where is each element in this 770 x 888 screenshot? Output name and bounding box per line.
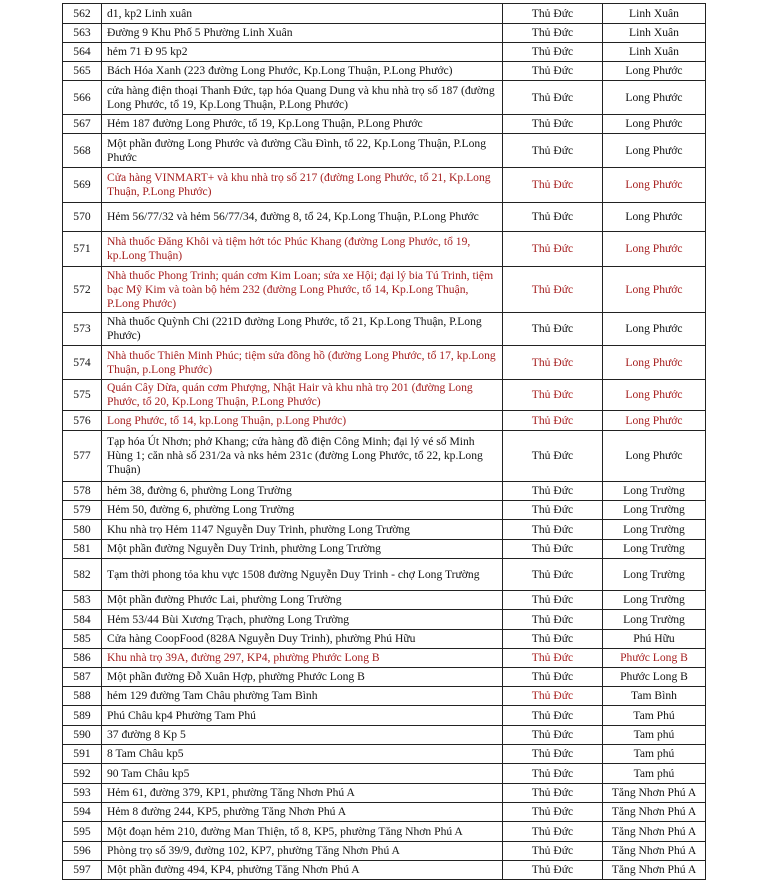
district-cell: Thủ Đức xyxy=(503,784,603,803)
row-number-cell: 596 xyxy=(63,842,102,861)
district-cell: Thủ Đức xyxy=(503,687,603,706)
row-number-cell: 574 xyxy=(63,346,102,380)
address-cell: Đường 9 Khu Phố 5 Phường Linh Xuân xyxy=(102,24,503,43)
table-row xyxy=(63,822,706,842)
ward-cell: Tăng Nhơn Phú A xyxy=(603,822,706,842)
address-cell: Khu nhà trọ Hẻm 1147 Nguyễn Duy Trinh, phường Long Trường xyxy=(102,520,503,540)
row-number-cell: 566 xyxy=(63,81,102,115)
row-number-cell: 582 xyxy=(63,559,102,591)
address-cell: Một đoạn hẻm 210, đường Man Thiện, tổ 8, KP5, phường Tăng Nhơn Phú A xyxy=(102,822,503,842)
district-cell: Thủ Đức xyxy=(503,706,603,726)
row-number-cell: 575 xyxy=(63,380,102,411)
address-cell: Long Phước, tổ 14, kp.Long Thuận, p.Long Phước) xyxy=(102,411,503,431)
district-cell: Thủ Đức xyxy=(503,764,603,784)
district-cell: Thủ Đức xyxy=(503,591,603,610)
address-cell: Cửa hàng CoopFood (828A Nguyễn Duy Trinh), phường Phú Hữu xyxy=(102,630,503,649)
district-cell: Thủ Đức xyxy=(503,668,603,687)
district-cell: Thủ Đức xyxy=(503,380,603,411)
table-row xyxy=(63,115,706,134)
row-number-cell: 594 xyxy=(63,803,102,822)
row-number-cell: 583 xyxy=(63,591,102,610)
row-number-cell: 577 xyxy=(63,431,102,482)
table-row xyxy=(63,610,706,630)
district-cell: Thủ Đức xyxy=(503,168,603,203)
ward-cell: Long Trường xyxy=(603,540,706,559)
ward-cell: Tăng Nhơn Phú A xyxy=(603,784,706,803)
district-cell: Thủ Đức xyxy=(503,501,603,520)
address-cell: Nhà thuốc Đăng Khôi và tiệm hớt tóc Phúc Khang (đường Long Phước, tổ 19, kp.Long Thuận) xyxy=(102,232,503,267)
table-row xyxy=(63,24,706,43)
table-row xyxy=(63,346,706,380)
ward-cell: Long Trường xyxy=(603,482,706,501)
table-row xyxy=(63,380,706,411)
ward-cell: Long Phước xyxy=(603,411,706,431)
district-cell: Thủ Đức xyxy=(503,4,603,24)
ward-cell: Long Phước xyxy=(603,431,706,482)
address-cell: cửa hàng điện thoại Thanh Đức, tạp hóa Quang Dung và khu nhà trọ số 187 (đường Long Phước, tổ 19, Kp.Long Thuận, P.Long Phước) xyxy=(102,81,503,115)
ward-cell: Long Phước xyxy=(603,313,706,346)
table-row xyxy=(63,62,706,81)
table-row xyxy=(63,4,706,24)
locations-table-body xyxy=(63,4,706,880)
table-row xyxy=(63,203,706,232)
district-cell: Thủ Đức xyxy=(503,267,603,313)
ward-cell: Long Phước xyxy=(603,380,706,411)
table-row xyxy=(63,267,706,313)
table-row xyxy=(63,726,706,745)
table-row xyxy=(63,803,706,822)
district-cell: Thủ Đức xyxy=(503,43,603,62)
address-cell: Hẻm 61, đường 379, KP1, phường Tăng Nhơn Phú A xyxy=(102,784,503,803)
row-number-cell: 580 xyxy=(63,520,102,540)
address-cell: 37 đường 8 Kp 5 xyxy=(102,726,503,745)
address-cell: Nhà thuốc Phong Trinh; quán cơm Kim Loan; sửa xe Hội; đại lý bia Tú Trinh, tiệm bạc Mỹ Kim và toàn bộ hẻm 232 (đường Long Phước, tổ 14, Kp.Long Thuận, P.Long Phước) xyxy=(102,267,503,313)
ward-cell: Long Phước xyxy=(603,203,706,232)
ward-cell: Tam phú xyxy=(603,764,706,784)
ward-cell: Long Phước xyxy=(603,267,706,313)
address-cell: Một phần đường Nguyễn Duy Trinh, phường Long Trường xyxy=(102,540,503,559)
row-number-cell: 586 xyxy=(63,649,102,668)
row-number-cell: 584 xyxy=(63,610,102,630)
ward-cell: Long Phước xyxy=(603,115,706,134)
address-cell: Hẻm 8 đường 244, KP5, phường Tăng Nhơn Phú A xyxy=(102,803,503,822)
table-row xyxy=(63,706,706,726)
address-cell: Một phần đường Phước Lai, phường Long Trường xyxy=(102,591,503,610)
ward-cell: Phước Long B xyxy=(603,649,706,668)
district-cell: Thủ Đức xyxy=(503,346,603,380)
ward-cell: Long Trường xyxy=(603,520,706,540)
row-number-cell: 595 xyxy=(63,822,102,842)
table-row xyxy=(63,630,706,649)
district-cell: Thủ Đức xyxy=(503,745,603,764)
row-number-cell: 592 xyxy=(63,764,102,784)
ward-cell: Phước Long B xyxy=(603,668,706,687)
address-cell: 8 Tam Châu kp5 xyxy=(102,745,503,764)
address-cell: Quán Cây Dừa, quán cơm Phượng, Nhật Hair và khu nhà trọ 201 (đường Long Phước, tổ 20, Kp.Long Thuận, P.Long Phước) xyxy=(102,380,503,411)
ward-cell: Long Trường xyxy=(603,501,706,520)
district-cell: Thủ Đức xyxy=(503,649,603,668)
row-number-cell: 563 xyxy=(63,24,102,43)
table-row xyxy=(63,134,706,168)
ward-cell: Tăng Nhơn Phú A xyxy=(603,803,706,822)
row-number-cell: 581 xyxy=(63,540,102,559)
ward-cell: Phú Hữu xyxy=(603,630,706,649)
table-row xyxy=(63,668,706,687)
row-number-cell: 569 xyxy=(63,168,102,203)
table-row xyxy=(63,559,706,591)
ward-cell: Tam Bình xyxy=(603,687,706,706)
row-number-cell: 588 xyxy=(63,687,102,706)
address-cell: 90 Tam Châu kp5 xyxy=(102,764,503,784)
table-row xyxy=(63,520,706,540)
ward-cell: Tam Phú xyxy=(603,706,706,726)
table-row xyxy=(63,168,706,203)
district-cell: Thủ Đức xyxy=(503,726,603,745)
address-cell: Hẻm 50, đường 6, phường Long Trường xyxy=(102,501,503,520)
table-row xyxy=(63,649,706,668)
row-number-cell: 562 xyxy=(63,4,102,24)
address-cell: Phú Châu kp4 Phường Tam Phú xyxy=(102,706,503,726)
district-cell: Thủ Đức xyxy=(503,115,603,134)
table-row xyxy=(63,842,706,861)
district-cell: Thủ Đức xyxy=(503,81,603,115)
table-row xyxy=(63,313,706,346)
table-row xyxy=(63,81,706,115)
ward-cell: Tam phú xyxy=(603,745,706,764)
row-number-cell: 576 xyxy=(63,411,102,431)
address-cell: hẻm 71 Đ 95 kp2 xyxy=(102,43,503,62)
address-cell: Tạp hóa Út Nhơn; phở Khang; cửa hàng đồ điện Công Minh; đại lý vé số Minh Hùng 1; căn nhà số 231/2a và nks hẻm 231c (đường Long Phước, tổ 22, kp.Long Thuận) xyxy=(102,431,503,482)
address-cell: Cửa hàng VINMART+ và khu nhà trọ số 217 (đường Long Phước, tổ 21, Kp.Long Thuận, P.Long Phước) xyxy=(102,168,503,203)
table-row xyxy=(63,745,706,764)
address-cell: Nhà thuốc Thiên Minh Phúc; tiệm sửa đồng hồ (đường Long Phước, tổ 17, kp.Long Thuận, p.Long Phước) xyxy=(102,346,503,380)
district-cell: Thủ Đức xyxy=(503,62,603,81)
address-cell: Tạm thời phong tỏa khu vực 1508 đường Nguyễn Duy Trinh - chợ Long Trường xyxy=(102,559,503,591)
ward-cell: Long Phước xyxy=(603,168,706,203)
address-cell: Khu nhà trọ 39A, đường 297, KP4, phường Phước Long B xyxy=(102,649,503,668)
district-cell: Thủ Đức xyxy=(503,431,603,482)
table-row xyxy=(63,591,706,610)
ward-cell: Long Trường xyxy=(603,610,706,630)
row-number-cell: 571 xyxy=(63,232,102,267)
address-cell: Hẻm 53/44 Bùi Xương Trạch, phường Long Trường xyxy=(102,610,503,630)
district-cell: Thủ Đức xyxy=(503,822,603,842)
table-row xyxy=(63,431,706,482)
district-cell: Thủ Đức xyxy=(503,520,603,540)
ward-cell: Tăng Nhơn Phú A xyxy=(603,861,706,880)
address-cell: d1, kp2 Linh xuân xyxy=(102,4,503,24)
address-cell: Hẻm 187 đường Long Phước, tổ 19, Kp.Long Thuận, P.Long Phước xyxy=(102,115,503,134)
address-cell: Một phần đường Long Phước và đường Cầu Đình, tổ 22, Kp.Long Thuận, P.Long Phước xyxy=(102,134,503,168)
district-cell: Thủ Đức xyxy=(503,232,603,267)
district-cell: Thủ Đức xyxy=(503,610,603,630)
row-number-cell: 587 xyxy=(63,668,102,687)
ward-cell: Long Trường xyxy=(603,591,706,610)
ward-cell: Long Trường xyxy=(603,559,706,591)
ward-cell: Tam phú xyxy=(603,726,706,745)
address-cell: Một phần đường 494, KP4, phường Tăng Nhơn Phú A xyxy=(102,861,503,880)
row-number-cell: 589 xyxy=(63,706,102,726)
table-row xyxy=(63,687,706,706)
district-cell: Thủ Đức xyxy=(503,203,603,232)
row-number-cell: 593 xyxy=(63,784,102,803)
district-cell: Thủ Đức xyxy=(503,803,603,822)
locations-table xyxy=(62,3,706,880)
address-cell: hẻm 38, đường 6, phường Long Trường xyxy=(102,482,503,501)
row-number-cell: 565 xyxy=(63,62,102,81)
table-row xyxy=(63,411,706,431)
address-cell: hẻm 129 đường Tam Châu phường Tam Bình xyxy=(102,687,503,706)
row-number-cell: 597 xyxy=(63,861,102,880)
table-row xyxy=(63,43,706,62)
address-cell: Một phần đường Đỗ Xuân Hợp, phường Phước Long B xyxy=(102,668,503,687)
row-number-cell: 579 xyxy=(63,501,102,520)
table-row xyxy=(63,861,706,880)
table-row xyxy=(63,764,706,784)
row-number-cell: 578 xyxy=(63,482,102,501)
district-cell: Thủ Đức xyxy=(503,482,603,501)
ward-cell: Long Phước xyxy=(603,346,706,380)
address-cell: Phòng trọ số 39/9, đường 102, KP7, phường Tăng Nhơn Phú A xyxy=(102,842,503,861)
address-cell: Nhà thuốc Quỳnh Chi (221D đường Long Phước, tổ 21, Kp.Long Thuận, P.Long Phước) xyxy=(102,313,503,346)
row-number-cell: 570 xyxy=(63,203,102,232)
row-number-cell: 567 xyxy=(63,115,102,134)
table-row xyxy=(63,232,706,267)
row-number-cell: 572 xyxy=(63,267,102,313)
district-cell: Thủ Đức xyxy=(503,24,603,43)
ward-cell: Linh Xuân xyxy=(603,43,706,62)
address-cell: Bách Hóa Xanh (223 đường Long Phước, Kp.Long Thuận, P.Long Phước) xyxy=(102,62,503,81)
district-cell: Thủ Đức xyxy=(503,559,603,591)
ward-cell: Long Phước xyxy=(603,134,706,168)
ward-cell: Linh Xuân xyxy=(603,24,706,43)
address-cell: Hẻm 56/77/32 và hẻm 56/77/34, đường 8, tổ 24, Kp.Long Thuận, P.Long Phước xyxy=(102,203,503,232)
district-cell: Thủ Đức xyxy=(503,411,603,431)
table-row xyxy=(63,784,706,803)
district-cell: Thủ Đức xyxy=(503,861,603,880)
district-cell: Thủ Đức xyxy=(503,313,603,346)
row-number-cell: 573 xyxy=(63,313,102,346)
table-row xyxy=(63,540,706,559)
table-row xyxy=(63,482,706,501)
row-number-cell: 591 xyxy=(63,745,102,764)
ward-cell: Long Phước xyxy=(603,62,706,81)
row-number-cell: 568 xyxy=(63,134,102,168)
district-cell: Thủ Đức xyxy=(503,134,603,168)
district-cell: Thủ Đức xyxy=(503,842,603,861)
table-row xyxy=(63,501,706,520)
ward-cell: Tăng Nhơn Phú A xyxy=(603,842,706,861)
ward-cell: Long Phước xyxy=(603,81,706,115)
row-number-cell: 564 xyxy=(63,43,102,62)
district-cell: Thủ Đức xyxy=(503,540,603,559)
row-number-cell: 585 xyxy=(63,630,102,649)
row-number-cell: 590 xyxy=(63,726,102,745)
ward-cell: Linh Xuân xyxy=(603,4,706,24)
ward-cell: Long Phước xyxy=(603,232,706,267)
district-cell: Thủ Đức xyxy=(503,630,603,649)
